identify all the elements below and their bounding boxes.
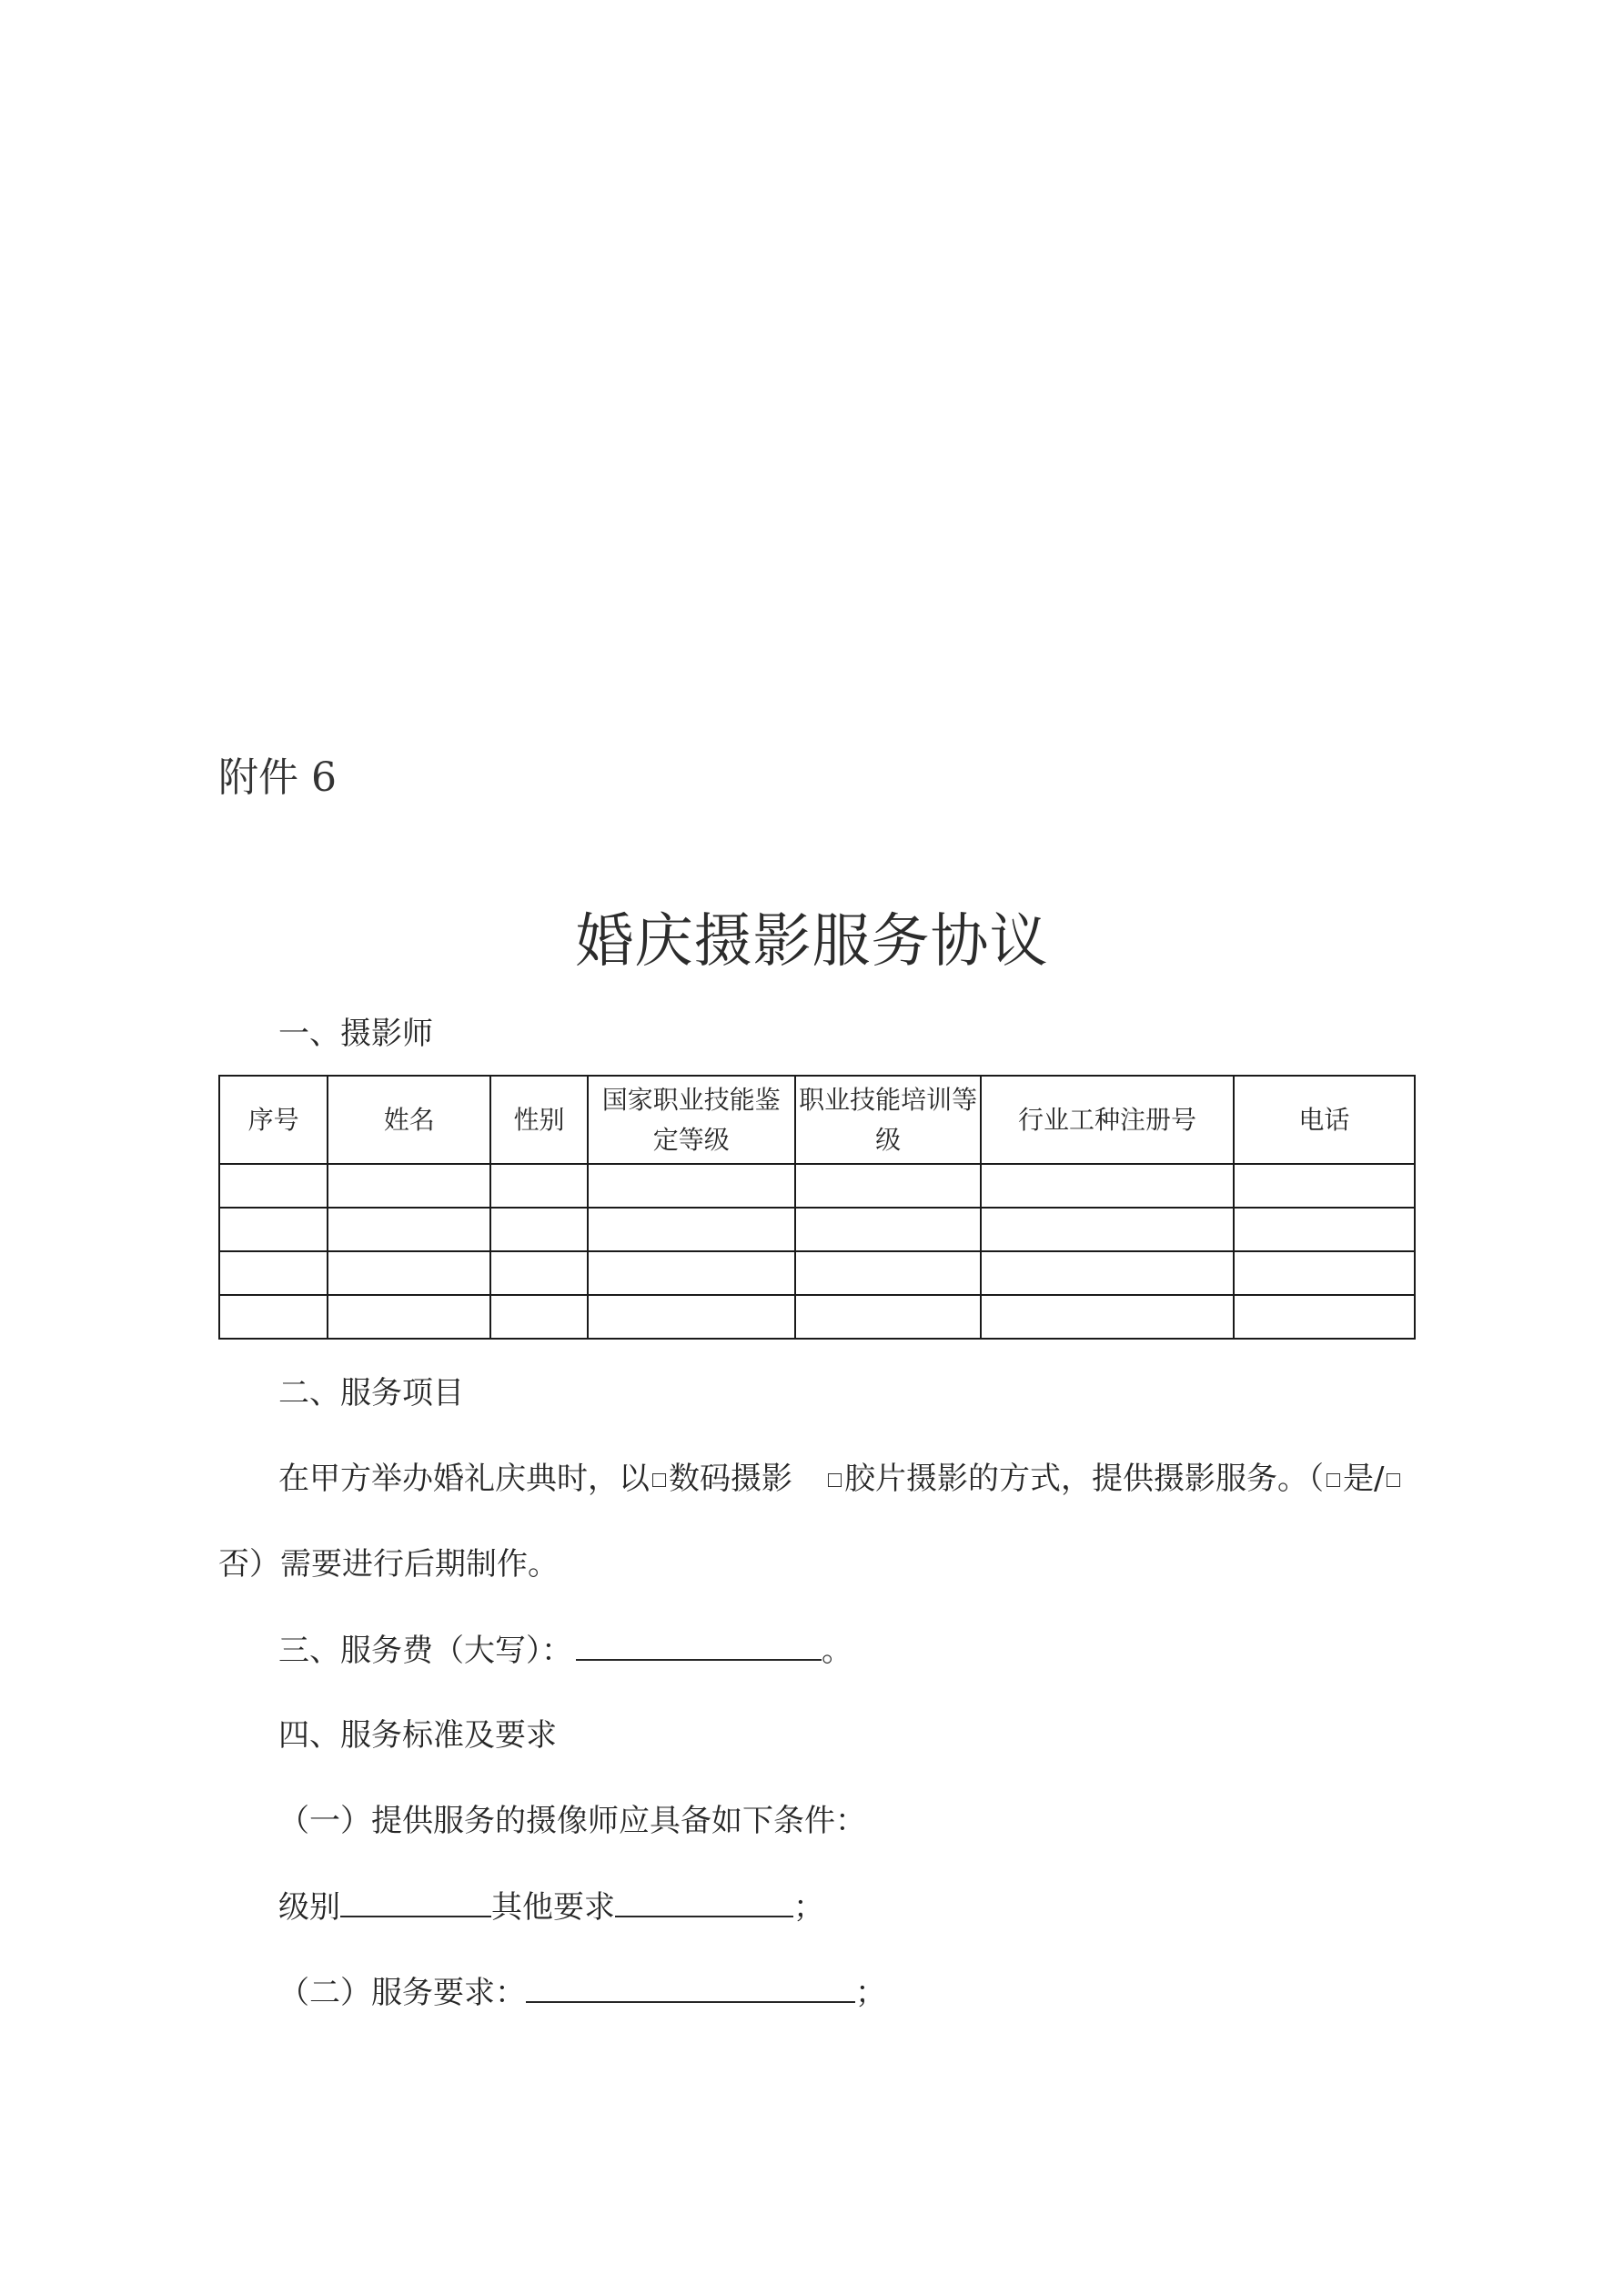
table-cell[interactable]: [490, 1208, 587, 1251]
section-standards-heading: 四、服务标准及要求: [278, 1717, 557, 1754]
other-requirements-blank[interactable]: [615, 1886, 793, 1917]
level-blank[interactable]: [340, 1886, 491, 1917]
level-requirements-line: [278, 1886, 824, 1927]
table-cell[interactable]: [219, 1295, 328, 1339]
service-fee-label: 三、服务费（大写）：: [278, 1633, 572, 1669]
service-fee-end: 。: [822, 1633, 852, 1669]
column-header-registration-number: 行业工种注册号: [981, 1076, 1233, 1164]
other-requirements-label: 其他要求: [491, 1889, 615, 1926]
table-cell[interactable]: [219, 1208, 328, 1251]
column-header-name: 姓名: [328, 1076, 490, 1164]
table-cell[interactable]: [219, 1251, 328, 1295]
post-production-yes-checkbox[interactable]: [1326, 1473, 1340, 1487]
section-photographer-heading: 一、摄影师: [278, 1016, 433, 1052]
level-label: 级别: [278, 1889, 340, 1926]
section-service-items-heading: 二、服务项目: [278, 1375, 464, 1411]
attachment-label: 附件 6: [218, 754, 337, 801]
table-cell[interactable]: [795, 1295, 981, 1339]
table-cell[interactable]: [1234, 1251, 1415, 1295]
digital-photo-checkbox[interactable]: [652, 1473, 666, 1487]
table-cell[interactable]: [328, 1164, 490, 1208]
table-cell[interactable]: [588, 1164, 795, 1208]
table-row: [219, 1295, 1415, 1339]
service-method-line: [278, 1459, 1403, 1499]
table-cell[interactable]: [328, 1295, 490, 1339]
post-production-yes-label: 是/: [1343, 1461, 1385, 1497]
column-header-index: 序号: [219, 1076, 328, 1164]
column-header-national-skill-level: 国家职业技能鉴定等级: [588, 1076, 795, 1164]
table-cell[interactable]: [490, 1164, 587, 1208]
table-header-row: [219, 1076, 1415, 1164]
table-cell[interactable]: [588, 1208, 795, 1251]
film-photo-checkbox[interactable]: [828, 1473, 842, 1487]
table-row: [219, 1251, 1415, 1295]
table-cell[interactable]: [795, 1208, 981, 1251]
service-fee-blank[interactable]: [576, 1630, 822, 1661]
table-cell[interactable]: [328, 1251, 490, 1295]
table-cell[interactable]: [490, 1295, 587, 1339]
table-cell[interactable]: [1234, 1208, 1415, 1251]
film-photo-label: 胶片摄影的方式，提供摄影服务。（: [844, 1461, 1324, 1497]
table-row: [219, 1208, 1415, 1251]
table-cell[interactable]: [795, 1164, 981, 1208]
column-header-training-level: 职业技能培训等级: [795, 1076, 981, 1164]
column-header-phone: 电话: [1234, 1076, 1415, 1164]
digital-photo-label: 数码摄影: [669, 1461, 792, 1497]
table-cell[interactable]: [219, 1164, 328, 1208]
post-production-line: 否）需要进行后期制作。: [218, 1546, 559, 1583]
table-cell[interactable]: [795, 1251, 981, 1295]
table-cell[interactable]: [981, 1251, 1233, 1295]
column-header-gender: 性别: [490, 1076, 587, 1164]
service-method-text: 在甲方举办婚礼庆典时，以: [278, 1461, 650, 1497]
photographer-requirements-subheading: （一）提供服务的摄像师应具备如下条件：: [278, 1803, 866, 1839]
photographer-table: [218, 1075, 1416, 1340]
service-requirements-line: [278, 1972, 886, 2013]
service-requirements-blank[interactable]: [526, 1972, 855, 2003]
table-cell[interactable]: [490, 1251, 587, 1295]
table-cell[interactable]: [328, 1208, 490, 1251]
service-requirements-label: （二）服务要求：: [278, 1975, 526, 2011]
table-cell[interactable]: [1234, 1295, 1415, 1339]
table-row: [219, 1164, 1415, 1208]
document-title: 婚庆摄影服务协议: [575, 908, 1049, 976]
service-requirements-end: ；: [855, 1975, 886, 2011]
table-cell[interactable]: [981, 1164, 1233, 1208]
line-end: ；: [793, 1889, 824, 1926]
table-cell[interactable]: [588, 1251, 795, 1295]
table-cell[interactable]: [1234, 1164, 1415, 1208]
post-production-no-checkbox[interactable]: [1387, 1473, 1400, 1487]
table-cell[interactable]: [981, 1208, 1233, 1251]
table-cell[interactable]: [981, 1295, 1233, 1339]
service-fee-line: [278, 1630, 852, 1671]
table-cell[interactable]: [588, 1295, 795, 1339]
